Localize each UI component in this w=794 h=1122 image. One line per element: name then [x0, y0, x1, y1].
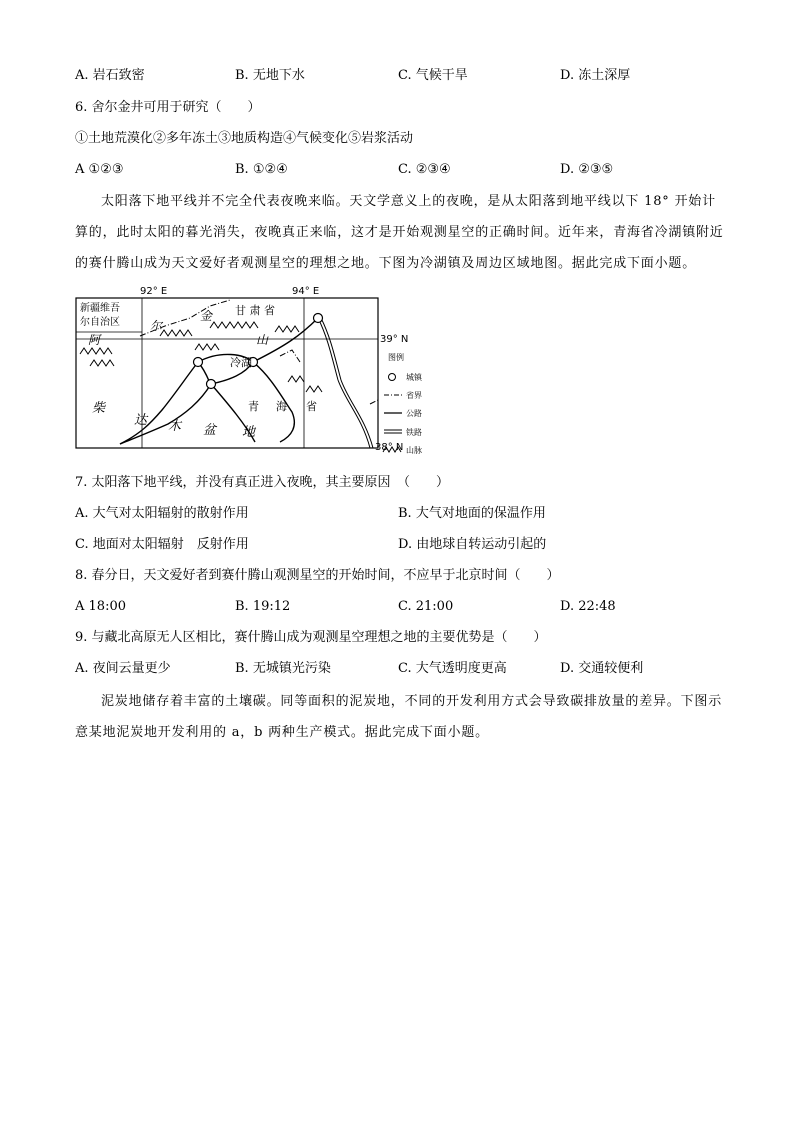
label-qaidam-2: 达 [134, 413, 148, 428]
map-legend [383, 352, 423, 455]
lon-label-92: 92° E [140, 286, 168, 297]
legend-boundary: 省界 [406, 391, 422, 400]
label-qinghai-2: 海 [276, 400, 287, 413]
label-qaidam-3: 木 [168, 419, 182, 434]
passage-night-sky: 太阳落下地平线并不完全代表夜晚来临。天文学意义上的夜晚，是从太阳落到地平线以下 18° 开始计算的，此时太阳的暮光消失，夜晚真正来临，这才是开始观测星空的正确时间。近年来，青海省冷湖镇附近的赛什腾山成为天文爱好者观测星空的理想之地。下图为冷湖镇及周边区域地图。据此完成下面小题。 [75, 194, 724, 271]
q8-option-a[interactable]: A 18:00 [75, 599, 126, 614]
q9-stem: 9. 与藏北高原无人区相比，赛什腾山成为观测星空理想之地的主要优势是（ ） [75, 630, 547, 645]
q7-option-b[interactable]: B. 大气对地面的保温作用 [398, 506, 546, 521]
label-qaidam-1: 柴 [92, 401, 106, 416]
legend-town: 城镇 [406, 373, 422, 382]
q5-option-b[interactable]: B. 无地下水 [235, 68, 305, 83]
q6-stem: 6. 舍尔金井可用于研究（ ） [75, 100, 261, 115]
town-marker-2 [207, 380, 216, 389]
legend-title: 图例 [388, 353, 404, 362]
q7-option-d[interactable]: D. 由地球自转运动引起的 [398, 537, 547, 552]
label-xinjiang-1: 新疆维吾 [80, 303, 120, 314]
label-lenghu: 冷湖 [230, 356, 252, 369]
q8-option-b[interactable]: B. 19:12 [235, 599, 291, 614]
railway [318, 318, 373, 448]
q8-option-d[interactable]: D. 22:48 [560, 599, 616, 614]
q9-option-d[interactable]: D. 交通较便利 [560, 661, 644, 676]
label-xinjiang-2: 尔自治区 [80, 317, 120, 328]
q6-option-d[interactable]: D. ②③⑤ [560, 162, 614, 177]
label-qinghai-3: 省 [306, 400, 317, 413]
label-qinghai-1: 青 [248, 400, 259, 413]
q7-stem: 7. 太阳落下地平线，并没有真正进入夜晚，其主要原因 （ ） [75, 475, 450, 490]
q8-stem: 8. 春分日，天文爱好者到赛什腾山观测星空的开始时间，不应早于北京时间（ ） [75, 568, 560, 583]
q9-option-c[interactable]: C. 大气透明度更高 [398, 661, 507, 676]
legend-town-symbol [389, 374, 396, 381]
lat-label-39: 39° N [380, 334, 409, 345]
q6-option-a[interactable]: A ①②③ [75, 162, 124, 177]
legend-road: 公路 [406, 409, 422, 418]
legend-mountain: 山脉 [406, 446, 422, 455]
q6-option-b[interactable]: B. ①②④ [235, 162, 288, 177]
q5-option-d[interactable]: D. 冻土深厚 [560, 68, 631, 83]
q5-option-c[interactable]: C. 气候干旱 [398, 68, 468, 83]
mountain-range [80, 322, 322, 392]
q7-option-c[interactable]: C. 地面对太阳辐射 反射作用 [75, 537, 249, 552]
label-altun-1: 阿 [88, 333, 101, 347]
legend-rail: 铁路 [406, 428, 422, 437]
q6-option-c[interactable]: C. ②③④ [398, 162, 451, 177]
q6-items: ①土地荒漠化②多年冻土③地质构造④气候变化⑤岩浆活动 [75, 131, 414, 146]
map-svg [70, 284, 430, 460]
label-altun-3: 金 [200, 309, 213, 323]
town-marker-1 [194, 358, 203, 367]
q9-option-b[interactable]: B. 无城镇光污染 [235, 661, 331, 676]
q7-option-a[interactable]: A. 大气对太阳辐射的散射作用 [75, 506, 249, 521]
label-qaidam-5: 地 [242, 425, 256, 440]
q5-option-a[interactable]: A. 岩石致密 [75, 68, 145, 83]
map-frame [76, 298, 378, 448]
q8-option-c[interactable]: C. 21:00 [398, 599, 454, 614]
lon-label-94: 94° E [292, 286, 320, 297]
lat-label-38: 38° N [375, 442, 404, 453]
label-gansu: 甘 肃 省 [235, 304, 275, 317]
province-boundary-2 [280, 350, 300, 362]
label-qaidam-4: 盆 [203, 423, 217, 438]
province-boundary-3 [370, 400, 378, 404]
lenghu-map [70, 284, 430, 460]
passage-peatland: 泥炭地储存着丰富的土壤碳。同等面积的泥炭地，不同的开发利用方式会导致碳排放量的差异。下图示意某地泥炭地开发利用的 a，b 两种生产模式。据此完成下面小题。 [75, 694, 723, 740]
label-altun-2: 尔 [150, 319, 163, 333]
label-altun-4: 山 [256, 333, 269, 347]
q9-option-a[interactable]: A. 夜间云量更少 [75, 661, 171, 676]
town-marker-3 [314, 314, 323, 323]
